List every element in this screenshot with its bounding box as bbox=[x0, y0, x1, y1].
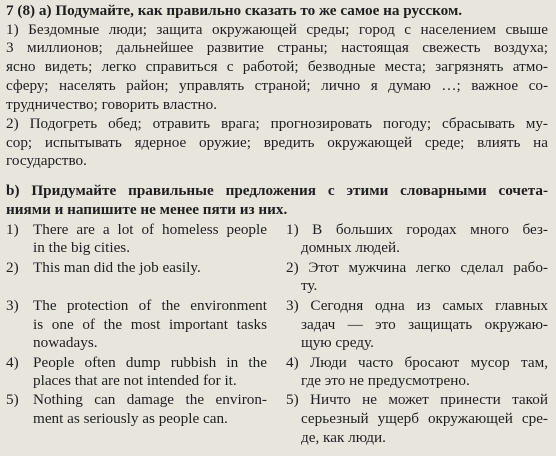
english-sentence-line: is one of the most important tasks bbox=[33, 316, 267, 333]
part-a-line: трудничество; говорить властно. bbox=[6, 96, 218, 113]
russian-sentence-line: задач — это защищать окружаю- bbox=[301, 316, 548, 333]
russian-sentence-line: щую среду. bbox=[301, 334, 374, 351]
item-number: 3) bbox=[6, 297, 19, 314]
item-number: 2) bbox=[6, 259, 19, 276]
part-a-line: 3 миллионов; дальнейшее развитие страны; настоящая свежесть воздуха; bbox=[6, 39, 548, 56]
russian-sentence-line: де, как люди. bbox=[301, 429, 386, 446]
russian-sentence-line: 1) В больших городах много без- bbox=[286, 221, 548, 238]
part-a-line: сор; испытывать ядерное оружие; вредить окружающей среде; влиять на bbox=[6, 134, 548, 151]
part-a-line: сферу; населять район; управлять страной; лично я думаю …; важное со- bbox=[6, 77, 548, 94]
russian-sentence-line: домных людей. bbox=[301, 239, 400, 256]
part-b-header: b) Придумайте правильные предложения с этими словарными сочета- bbox=[6, 182, 548, 199]
russian-sentence-line: где это не предусмотрено. bbox=[301, 372, 470, 389]
exercise-header: 7 (8) a) Подумайте, как правильно сказать то же самое на русском. bbox=[6, 2, 463, 19]
item-number: 1) bbox=[6, 221, 19, 238]
part-a-line: ясно видеть; легко справиться с работой; безводные места; загрязнять атмо- bbox=[6, 58, 548, 75]
russian-sentence-line: ту. bbox=[301, 277, 318, 294]
item-number: 4) bbox=[6, 354, 19, 371]
russian-sentence-line: 2) Этот мужчина легко сделал рабо- bbox=[286, 259, 548, 276]
english-sentence-line: places that are not intended for it. bbox=[33, 372, 237, 389]
english-sentence-line: nowadays. bbox=[33, 334, 98, 351]
english-sentence-line: in the big cities. bbox=[33, 239, 131, 256]
part-b-header: ниями и напишите не менее пяти из них. bbox=[6, 201, 288, 218]
english-sentence-line: The protection of the environment bbox=[33, 297, 267, 314]
russian-sentence-line: серьезный ущерб окружающей сре- bbox=[301, 410, 548, 427]
part-a-line: 2) Подогреть обед; отравить врага; прогнозировать погоду; сбрасывать му- bbox=[6, 115, 548, 132]
english-sentence-line: Nothing can damage the environ- bbox=[33, 391, 267, 408]
english-sentence-line: ment as seriously as people can. bbox=[33, 410, 228, 427]
russian-sentence-line: 5) Ничто не может принести такой bbox=[286, 391, 548, 408]
part-a-line: 1) Бездомные люди; защита окружающей среды; город с населением свыше bbox=[6, 21, 548, 38]
english-sentence-line: People often dump rubbish in the bbox=[33, 354, 267, 371]
english-sentence-line: This man did the job easily. bbox=[33, 259, 201, 276]
russian-sentence-line: 4) Люди часто бросают мусор там, bbox=[286, 354, 548, 371]
part-a-line: государство. bbox=[6, 152, 87, 169]
item-number: 5) bbox=[6, 391, 19, 408]
english-sentence-line: There are a lot of homeless people bbox=[33, 221, 267, 238]
russian-sentence-line: 3) Сегодня одна из самых главных bbox=[286, 297, 548, 314]
